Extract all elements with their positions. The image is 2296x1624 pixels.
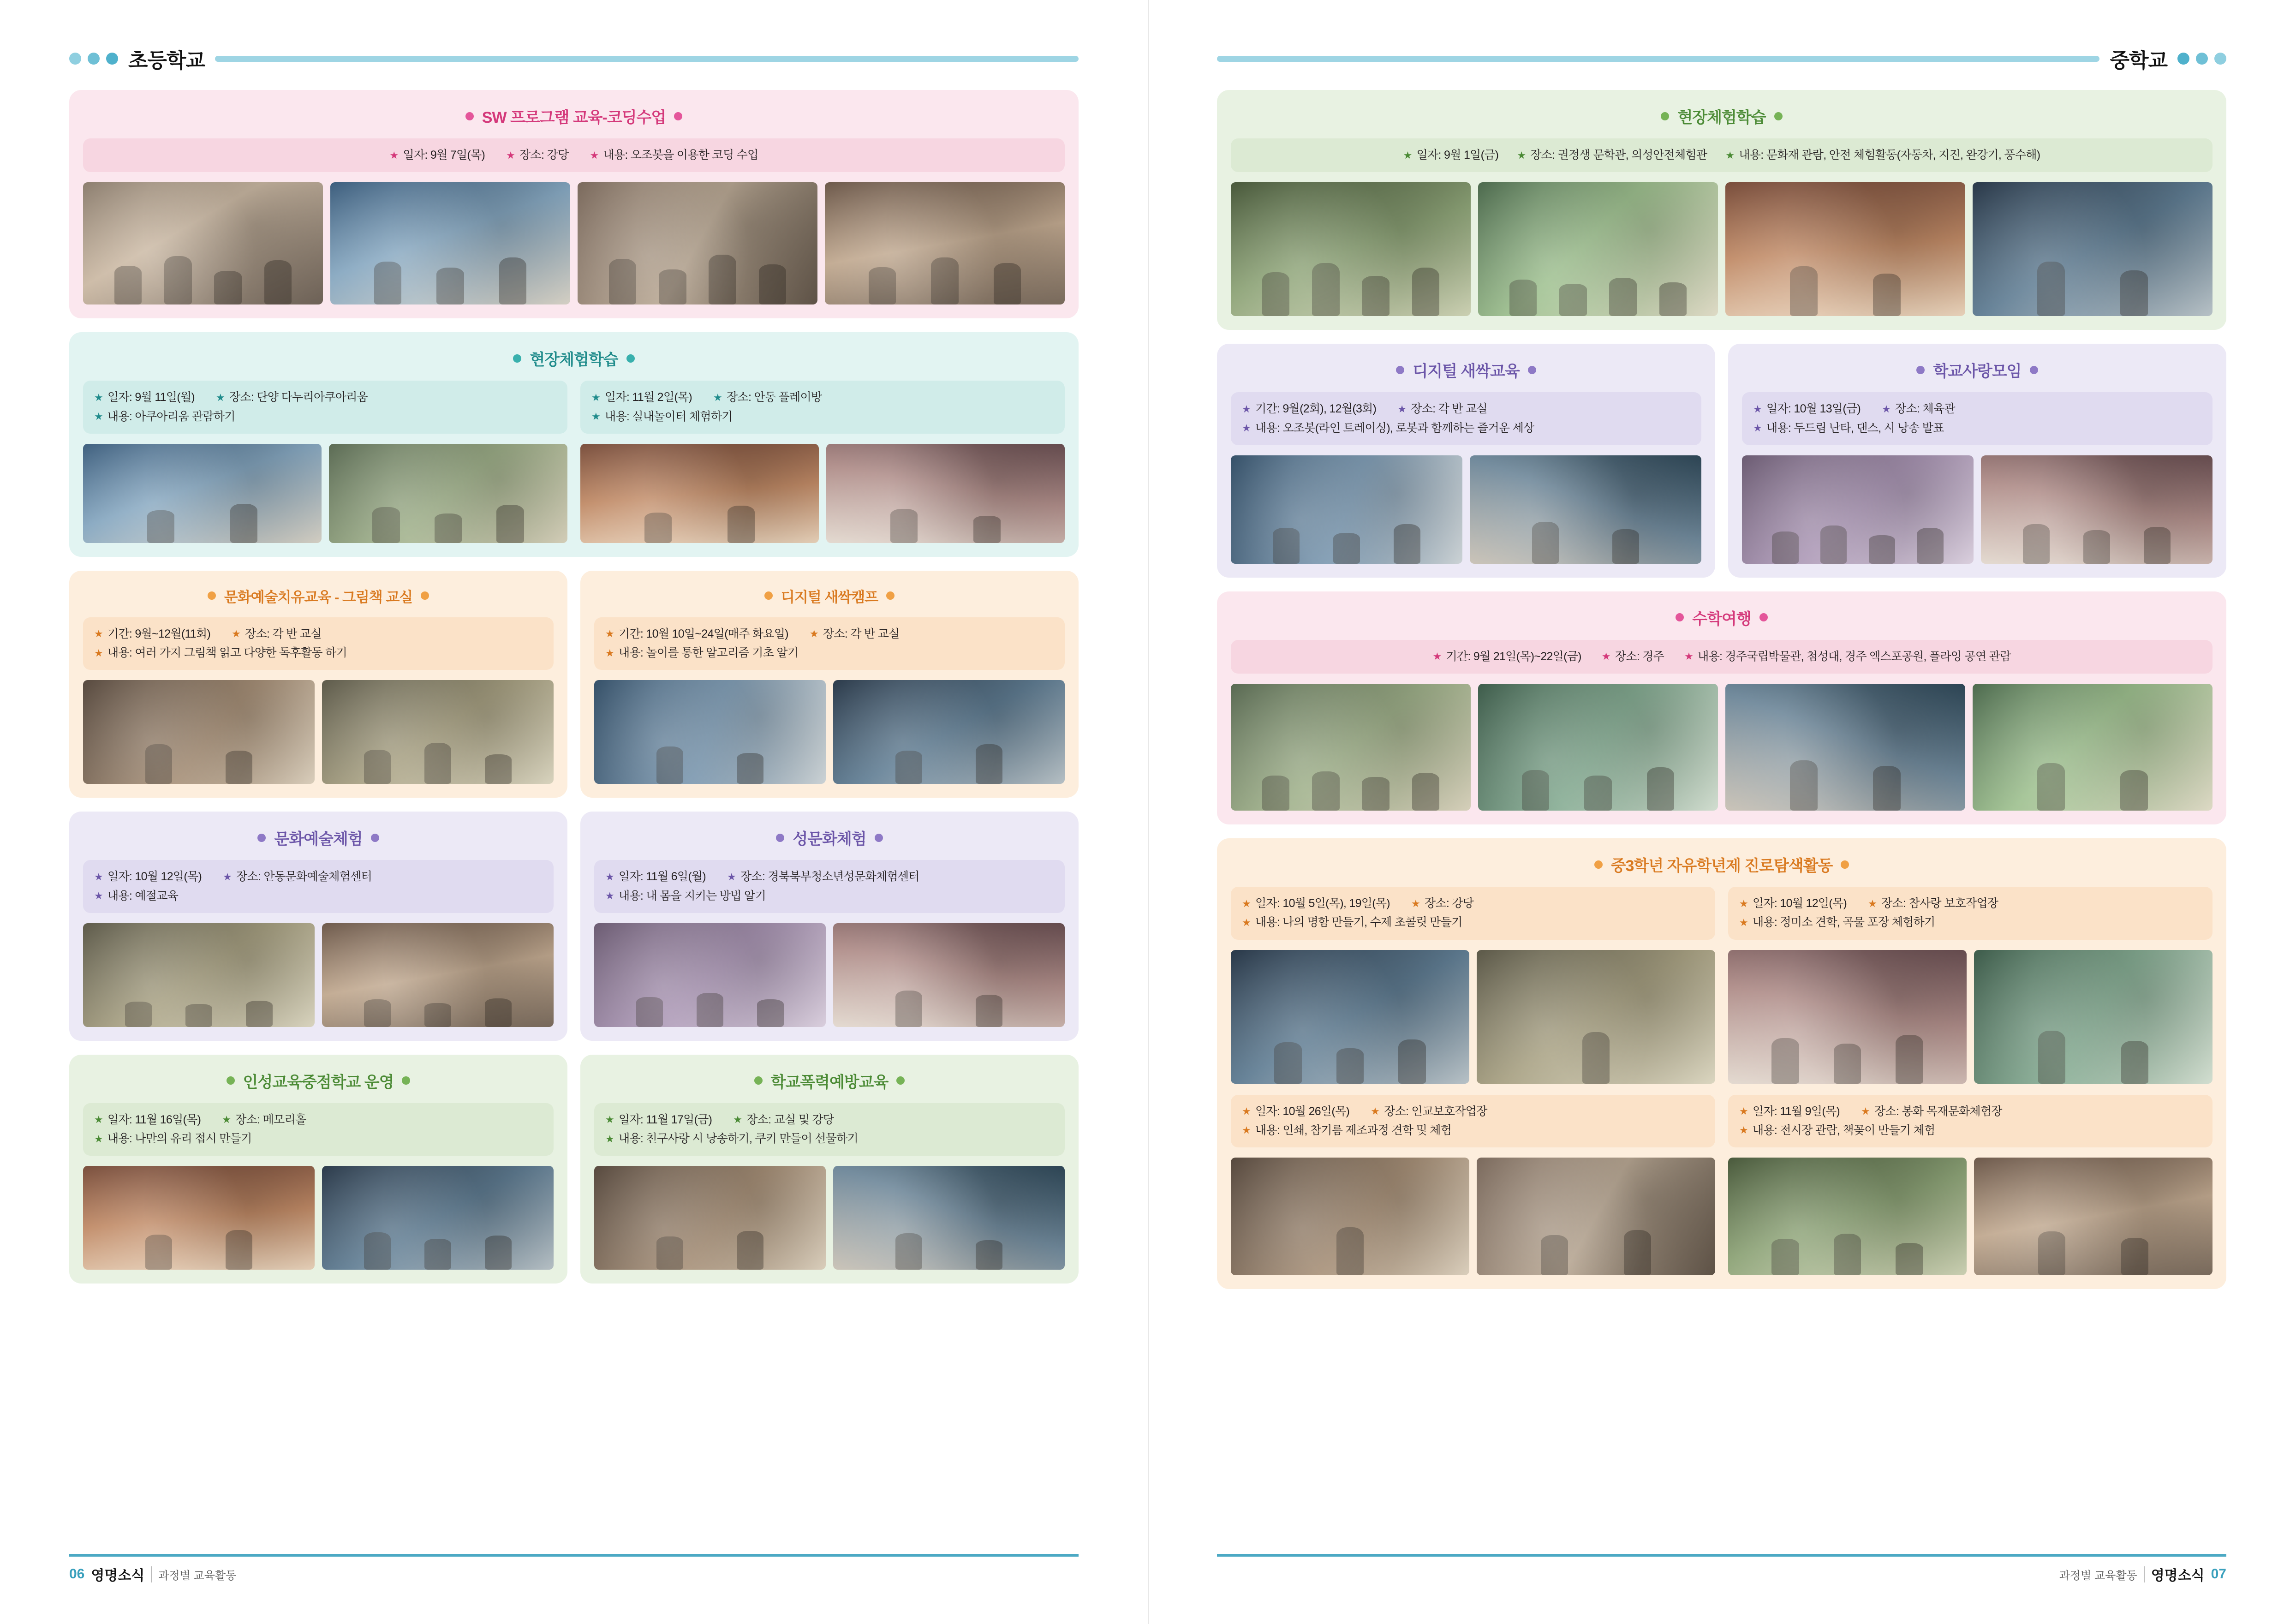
section-title-text: 디지털 새싹캠프 (781, 589, 878, 605)
footer-section: 과정별 교육활동 (2059, 1566, 2145, 1582)
bullet-icon (1676, 613, 1684, 621)
info-line (1753, 419, 2201, 438)
header-rule (215, 56, 1079, 62)
footer-rule (1217, 1554, 2226, 1557)
date-label: 일자: 10월 12일(목) (107, 870, 202, 884)
info-box (1231, 392, 1701, 445)
content-label: 내용: 예절교육 (107, 889, 179, 902)
info-box (83, 381, 567, 434)
info-line (94, 407, 556, 426)
content-label: 내용: 오조봇을 이용한 코딩 수업 (603, 149, 758, 161)
place-label: 장소: 안동문화예술체험센터 (236, 870, 372, 884)
decorative-dots-icon (69, 53, 118, 65)
section-pair-character-violence (69, 1055, 1079, 1284)
photo (322, 1166, 554, 1270)
content-label: 내용: 오조봇(라인 트레이싱), 로봇과 함께하는 즐거운 세상 (1255, 421, 1534, 435)
right-page (1148, 0, 2296, 1624)
photo (1725, 182, 1965, 316)
info-box (83, 138, 1065, 172)
section-title-text: SW 프로그램 교육-코딩수업 (482, 109, 666, 126)
star-icon: ★ (1242, 403, 1251, 415)
info-line (94, 146, 1054, 165)
star-icon: ★ (1739, 897, 1748, 909)
place-label: 장소: 봉화 목재문화체험장 (1874, 1105, 2002, 1118)
info-line (605, 644, 1054, 663)
bullet-icon (465, 112, 474, 120)
photo (322, 923, 554, 1027)
section-school-love-meeting (1728, 344, 2226, 578)
info-line (1739, 1121, 2201, 1140)
photo-row (580, 444, 1065, 543)
star-icon: ★ (94, 647, 103, 659)
section-title-text: 수학여행 (1692, 610, 1751, 628)
info-line (605, 1129, 1054, 1148)
photo-row (83, 1166, 554, 1270)
bullet-icon (257, 834, 266, 842)
photo-row (83, 923, 554, 1027)
content-label: 내용: 전시장 관람, 책꽂이 만들기 체험 (1753, 1123, 1935, 1137)
right-page-header (1148, 0, 2296, 73)
content-label: 내용: 두드림 난타, 댄스, 시 낭송 발표 (1766, 421, 1944, 435)
bullet-icon (776, 834, 784, 842)
bullet-icon (875, 834, 883, 842)
section-sex-education (580, 812, 1079, 1041)
photo (1231, 182, 1471, 316)
section-digital-sprout (1217, 344, 1715, 578)
photo (83, 1166, 315, 1270)
right-page-body (1148, 73, 2296, 1289)
star-icon: ★ (389, 149, 399, 161)
photo (1231, 950, 1469, 1084)
place-label: 장소: 경주 (1615, 650, 1664, 663)
photo-row (1742, 455, 2213, 564)
bullet-icon (1774, 112, 1783, 120)
section-sw-coding (69, 90, 1079, 318)
photo (1728, 950, 1967, 1084)
star-icon: ★ (1242, 897, 1251, 909)
bullet-icon (764, 591, 773, 600)
content-label: 내용: 정미소 견학, 곡물 포장 체험하기 (1753, 916, 1935, 929)
section-title-text: 학교폭력예방교육 (770, 1073, 889, 1091)
photo (825, 182, 1065, 304)
photo-row (1728, 1158, 2213, 1275)
place-label: 장소: 강당 (1424, 897, 1474, 910)
section-pair-culture-sex-ed (69, 812, 1079, 1041)
star-icon: ★ (1517, 149, 1526, 161)
section-title-text: 성문화체험 (793, 830, 866, 848)
star-icon: ★ (605, 871, 614, 883)
star-icon: ★ (591, 391, 601, 403)
star-icon: ★ (1242, 422, 1251, 434)
section-title (83, 105, 1065, 127)
info-line (1739, 913, 2201, 932)
info-line (1753, 400, 2201, 418)
photo-row (1231, 455, 1701, 564)
section-title-text: 현장체험학습 (1677, 109, 1766, 126)
bullet-icon (896, 1076, 905, 1085)
bullet-icon (1528, 366, 1536, 374)
content-label: 내용: 실내놀이터 체험하기 (605, 410, 733, 423)
date-label: 일자: 9월 7일(목) (403, 149, 485, 161)
section-title (83, 826, 554, 849)
info-line (1739, 1102, 2201, 1121)
photo-row (1231, 182, 2213, 316)
photo (578, 182, 817, 304)
bullet-icon (208, 591, 216, 600)
section-pair-digital-school-love (1217, 344, 2226, 578)
star-icon: ★ (1242, 1124, 1251, 1136)
place-label: 장소: 체육관 (1895, 402, 1955, 416)
section-title (83, 585, 554, 606)
star-icon: ★ (1725, 149, 1735, 161)
star-icon: ★ (232, 628, 241, 640)
photo (1728, 1158, 1967, 1275)
page-title: 중학교 (2110, 49, 2167, 72)
section-field-trip (69, 332, 1079, 557)
photo (1231, 455, 1462, 564)
date-label: 기간: 9월(2회), 12월(3회) (1255, 402, 1377, 416)
section-title-text: 문화예술치유교육 - 그림책 교실 (224, 589, 413, 605)
star-icon: ★ (1739, 1124, 1748, 1136)
info-box (1742, 392, 2213, 445)
section-title-text: 디지털 새싹교육 (1413, 363, 1520, 381)
content-label: 내용: 경주국립박물관, 첨성대, 경주 엑스포공원, 플라잉 공연 관람 (1698, 650, 2011, 663)
star-icon: ★ (1753, 403, 1762, 415)
photo (594, 680, 826, 784)
footer-rule (69, 1554, 1079, 1557)
info-line (605, 887, 1054, 906)
date-label: 일자: 10월 13일(금) (1766, 402, 1861, 416)
info-box (1231, 887, 1715, 940)
page-number: 07 (2211, 1566, 2226, 1582)
content-label: 내용: 놀이를 통한 알고리즘 기초 알기 (619, 646, 799, 659)
brand-name: 영명소식 (2151, 1568, 2205, 1583)
info-box (83, 1103, 554, 1156)
info-box (580, 381, 1065, 434)
content-label: 내용: 문화재 관람, 안전 체험활동(자동차, 지진, 완강기, 풍수해) (1739, 149, 2040, 161)
bullet-icon (227, 1076, 235, 1085)
photo (1974, 1158, 2213, 1275)
info-line (1242, 400, 1690, 418)
star-icon: ★ (605, 1114, 614, 1126)
photo (83, 182, 323, 304)
content-label: 내용: 내 몸을 지키는 방법 알기 (619, 889, 766, 902)
star-icon: ★ (1868, 897, 1877, 909)
photo (1725, 684, 1965, 811)
content-label: 내용: 여러 가지 그림책 읽고 다양한 독후활동 하기 (107, 646, 347, 659)
photo (1478, 684, 1718, 811)
photo-row (83, 182, 1065, 304)
info-line (1739, 894, 2201, 913)
info-line (605, 625, 1054, 644)
photo-row (83, 680, 554, 784)
place-label: 장소: 각 반 교실 (823, 627, 900, 640)
info-box (594, 860, 1065, 913)
section-title-text: 중3학년 자유학년제 진로탐색활동 (1610, 857, 1833, 875)
star-icon: ★ (1684, 651, 1694, 663)
photo-row (1231, 950, 1715, 1084)
info-box (83, 860, 554, 913)
date-label: 일자: 10월 12일(목) (1753, 897, 1847, 910)
star-icon: ★ (1601, 651, 1610, 663)
section-title (594, 585, 1065, 606)
content-label: 내용: 나의 명함 만들기, 수제 초콜릿 만들기 (1255, 916, 1462, 929)
star-icon: ★ (1739, 1105, 1748, 1117)
info-line (94, 1129, 543, 1148)
section-violence-prevention (580, 1055, 1079, 1284)
photo (1477, 950, 1715, 1084)
section-art-healing (69, 571, 567, 798)
star-icon: ★ (605, 890, 614, 902)
section-title-text: 현장체험학습 (530, 351, 618, 369)
info-line (591, 407, 1054, 426)
place-label: 장소: 안동 플레이방 (727, 391, 822, 404)
star-icon: ★ (94, 1133, 103, 1145)
info-line (94, 625, 543, 644)
photo-row (1728, 950, 2213, 1084)
star-icon: ★ (1411, 897, 1420, 909)
star-icon: ★ (216, 391, 225, 403)
info-line (1242, 146, 2201, 165)
date-label: 기간: 9월~12월(11회) (107, 627, 211, 640)
photo (1974, 950, 2213, 1084)
info-line (1242, 419, 1690, 438)
star-icon: ★ (809, 628, 818, 640)
star-icon: ★ (727, 871, 736, 883)
star-icon: ★ (590, 149, 599, 161)
section-title-text: 학교사랑모임 (1933, 363, 2022, 381)
section-school-trip (1217, 591, 2226, 824)
section-title-text: 인성교육중점학교 운영 (243, 1073, 394, 1091)
content-label: 내용: 인쇄, 참기름 제조과정 견학 및 체험 (1255, 1123, 1452, 1137)
date-label: 일자: 11월 2일(목) (605, 391, 692, 404)
page-title: 초등학교 (128, 49, 205, 72)
photo-row (1231, 1158, 1715, 1275)
section-title (1231, 853, 2213, 876)
photo (1973, 182, 2213, 316)
photo (594, 923, 826, 1027)
info-box (1231, 138, 2213, 172)
bullet-icon (371, 834, 379, 842)
section-title (83, 1069, 554, 1092)
bullet-icon (1841, 860, 1849, 869)
star-icon: ★ (605, 628, 614, 640)
date-label: 일자: 10월 5일(목), 19일(목) (1255, 897, 1390, 910)
info-line (1242, 894, 1704, 913)
date-label: 기간: 9월 21일(목)~22일(금) (1446, 650, 1581, 663)
left-page-header (0, 0, 1148, 73)
info-box (1231, 640, 2213, 674)
date-label: 일자: 11월 6일(월) (619, 870, 706, 884)
info-box (1231, 1095, 1715, 1148)
photo (594, 1166, 826, 1270)
section-title (1742, 358, 2213, 381)
bullet-icon (402, 1076, 410, 1085)
info-line (94, 1111, 543, 1129)
info-line (591, 388, 1054, 407)
photo (1477, 1158, 1715, 1275)
star-icon: ★ (94, 871, 103, 883)
bullet-icon (626, 354, 635, 363)
section-title (1231, 358, 1701, 381)
section-title-text: 문화예술체험 (274, 830, 363, 848)
star-icon: ★ (94, 890, 103, 902)
place-label: 장소: 단양 다누리아쿠아리움 (229, 391, 368, 404)
left-page-footer (69, 1564, 1079, 1584)
star-icon: ★ (1242, 1105, 1251, 1117)
photo (1973, 684, 2213, 811)
star-icon: ★ (94, 628, 103, 640)
content-label: 내용: 친구사랑 시 낭송하기, 쿠키 만들어 선물하기 (619, 1132, 858, 1145)
bullet-icon (1396, 366, 1404, 374)
date-label: 일자: 11월 16일(목) (107, 1113, 201, 1126)
right-page-footer (1217, 1564, 2226, 1584)
photo (83, 444, 322, 543)
photo-row (1231, 684, 2213, 811)
star-icon: ★ (1432, 651, 1442, 663)
section-career-exploration (1217, 838, 2226, 1289)
photo (1231, 1158, 1469, 1275)
date-label: 일자: 9월 1일(금) (1416, 149, 1499, 161)
info-box (594, 1103, 1065, 1156)
bullet-icon (1661, 112, 1669, 120)
bullet-icon (754, 1076, 763, 1085)
place-label: 장소: 각 반 교실 (245, 627, 322, 640)
star-icon: ★ (1371, 1105, 1380, 1117)
star-icon: ★ (733, 1114, 742, 1126)
info-line (1242, 913, 1704, 932)
star-icon: ★ (591, 411, 601, 423)
star-icon: ★ (222, 1114, 231, 1126)
info-box (594, 617, 1065, 670)
info-line (1242, 647, 2201, 666)
star-icon: ★ (1403, 149, 1412, 161)
place-label: 장소: 메모리홀 (235, 1113, 306, 1126)
place-label: 장소: 인교보호작업장 (1384, 1105, 1487, 1118)
date-label: 일자: 10월 26일(목) (1255, 1105, 1350, 1118)
photo (580, 444, 819, 543)
info-box (1728, 1095, 2213, 1148)
bullet-icon (1594, 860, 1603, 869)
place-label: 장소: 권정생 문학관, 의성안전체험관 (1530, 149, 1707, 161)
info-line (1242, 1121, 1704, 1140)
date-label: 일자: 11월 17일(금) (619, 1113, 712, 1126)
brand-name: 영명소식 (91, 1568, 145, 1583)
section-pair-art-digital (69, 571, 1079, 798)
star-icon: ★ (1397, 403, 1407, 415)
section-digital-camp (580, 571, 1079, 798)
section-title (594, 826, 1065, 849)
photo (1981, 455, 2213, 564)
date-label: 일자: 11월 9일(목) (1753, 1105, 1840, 1118)
star-icon: ★ (94, 411, 103, 423)
info-box (1728, 887, 2213, 940)
place-label: 장소: 각 반 교실 (1411, 402, 1487, 416)
photo (1231, 684, 1471, 811)
place-label: 장소: 교실 및 강당 (746, 1113, 834, 1126)
bullet-icon (421, 591, 429, 600)
photo-row (594, 923, 1065, 1027)
photo (826, 444, 1065, 543)
bullet-icon (2030, 366, 2038, 374)
photo (1478, 182, 1718, 316)
section-title (1231, 606, 2213, 629)
bullet-icon (1759, 613, 1768, 621)
section-field-trip-middle (1217, 90, 2226, 330)
place-label: 장소: 참사랑 보호작업장 (1881, 897, 1998, 910)
star-icon: ★ (713, 391, 722, 403)
info-line (94, 388, 556, 407)
photo (833, 923, 1065, 1027)
star-icon: ★ (94, 1114, 103, 1126)
info-line (94, 867, 543, 886)
place-label: 장소: 강당 (519, 149, 569, 161)
info-line (605, 867, 1054, 886)
info-box (83, 617, 554, 670)
photo (83, 923, 315, 1027)
photo (83, 680, 315, 784)
content-label: 내용: 아쿠아리움 관람하기 (107, 410, 235, 423)
star-icon: ★ (223, 871, 232, 883)
star-icon: ★ (605, 647, 614, 659)
star-icon: ★ (1882, 403, 1891, 415)
photo-row (83, 444, 567, 543)
decorative-dots-icon (2177, 53, 2226, 65)
place-label: 장소: 경북북부청소년성문화체험센터 (740, 870, 919, 884)
footer-section: 과정별 교육활동 (151, 1566, 236, 1582)
photo (330, 182, 570, 304)
date-label: 일자: 9월 11일(월) (107, 391, 195, 404)
info-line (94, 644, 543, 663)
photo (833, 680, 1065, 784)
content-label: 내용: 나만의 유리 접시 만들기 (107, 1132, 252, 1145)
photo (322, 680, 554, 784)
photo (1470, 455, 1701, 564)
bullet-icon (886, 591, 895, 600)
section-title (1231, 105, 2213, 127)
bullet-icon (674, 112, 682, 120)
page-number: 06 (69, 1566, 85, 1582)
info-line (94, 887, 543, 906)
date-label: 기간: 10월 10일~24일(매주 화요일) (619, 627, 788, 640)
star-icon: ★ (1861, 1105, 1870, 1117)
photo-row (594, 1166, 1065, 1270)
star-icon: ★ (94, 391, 103, 403)
star-icon: ★ (1753, 422, 1762, 434)
star-icon: ★ (506, 149, 515, 161)
photo (329, 444, 567, 543)
left-page-body (0, 73, 1148, 1284)
star-icon: ★ (605, 1133, 614, 1145)
header-rule (1217, 56, 2099, 62)
bullet-icon (513, 354, 521, 363)
star-icon: ★ (1242, 916, 1251, 928)
info-line (1242, 1102, 1704, 1121)
photo (833, 1166, 1065, 1270)
section-title (83, 347, 1065, 370)
section-character-education (69, 1055, 567, 1284)
star-icon: ★ (1739, 916, 1748, 928)
bullet-icon (1916, 366, 1925, 374)
photo-row (594, 680, 1065, 784)
section-culture-experience (69, 812, 567, 1041)
section-title (594, 1069, 1065, 1092)
photo (1742, 455, 1974, 564)
info-line (605, 1111, 1054, 1129)
